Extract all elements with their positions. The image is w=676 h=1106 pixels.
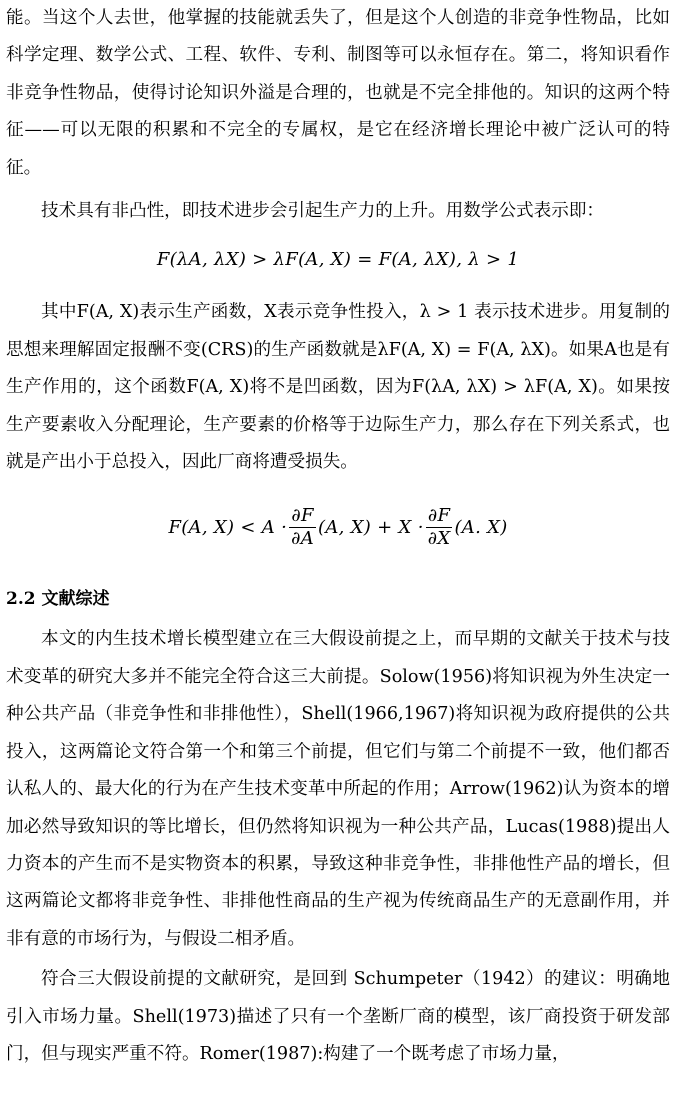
document-page [6,0,670,1073]
formula2-mid: (A, X) + X · [318,516,424,538]
fraction-numerator: ∂F [291,505,314,527]
paragraph-knowledge-features: 能。当这个人去世，他掌握的技能就丢失了，但是这个人创造的非竞争性物品，比如科学定理、数学公式、工程、软件、专利、制图等可以永恒存在。第二，将知识看作非竞争性物品，使得讨论知识外溢是合理的，也就是不完全排他的。知识的这两个特征——可以无限的积累和不完全的专属权，是它在经济增长理论中被广泛认可的特征。 [6,8,670,178]
fraction-dF-dX [426,506,453,549]
fraction-dF-dA [289,506,316,549]
section-heading: 2.2 文献综述 [6,589,110,610]
formula-nonconvexity: F(λA, λX) > λF(A, X) = F(A, λX), λ > 1 [156,249,520,271]
formula2-lhs: F(A, X) < A · [168,516,288,538]
formula-marginal-product [6,497,670,557]
paragraph-literature-review: 本文的内生技术增长模型建立在三大假设前提之上，而早期的文献关于技术与技术变革的研究大多并不能完全符合这三大前提。Solow(1956)将知识视为外生决定一种公共产品（非竞争性和非排他性），Shell(1966,1967)将知识视为政府提供的公共投入，这两篇论文符合第一个和第三个前提，但它们与第二个前提不一致，他们都否认私人的、最大化的行为在产生技术变革中所起的作用；Arrow(1962)认为资本的增加必然导致知识的等比增长，但仍然将知识视为一种公共产品，Lucas(1988)提出人力资本的产生而不是实物资本的积累，导致这种非竞争性，非排他性产品的增长，但这两篇论文都将非竞争性、非排他性商品的生产视为传统商品生产的无意副作用，并非有意的市场行为，与假设二相矛盾。 [6,629,670,949]
fraction-denominator: ∂X [427,527,451,549]
fraction-denominator: ∂A [291,527,315,549]
paragraph-nonconvexity: 技术具有非凸性，即技术进步会引起生产力的上升。用数学公式表示即： [41,201,605,222]
fraction-numerator: ∂F [427,505,451,527]
formula2-end: (A. X) [454,516,508,538]
paragraph-market-power: 符合三大假设前提的文献研究，是回到 Schumpeter（1942）的建议：明确地引入市场力量。Shell(1973)描述了只有一个垄断厂商的模型，该厂商投资于研发部门，但与现实严重不符。Romer(1987):构建了一个既考虑了市场力量， [6,969,670,1064]
paragraph-production-function: 其中F(A, X)表示生产函数，X表示竞争性投入，λ > 1 表示技术进步。用复制的思想来理解固定报酬不变(CRS)的生产函数就是λF(A, X) = F(A, λX)。如果A也是有生产作用的，这个函数F(A, X)将不是凹函数，因为F(λA, λX) > λF(A, X)。如果按生产要素收入分配理论，生产要素的价格等于边际生产力，那么存在下列关系式，也就是产出小于总投入，因此厂商将遭受损失。 [6,302,670,473]
